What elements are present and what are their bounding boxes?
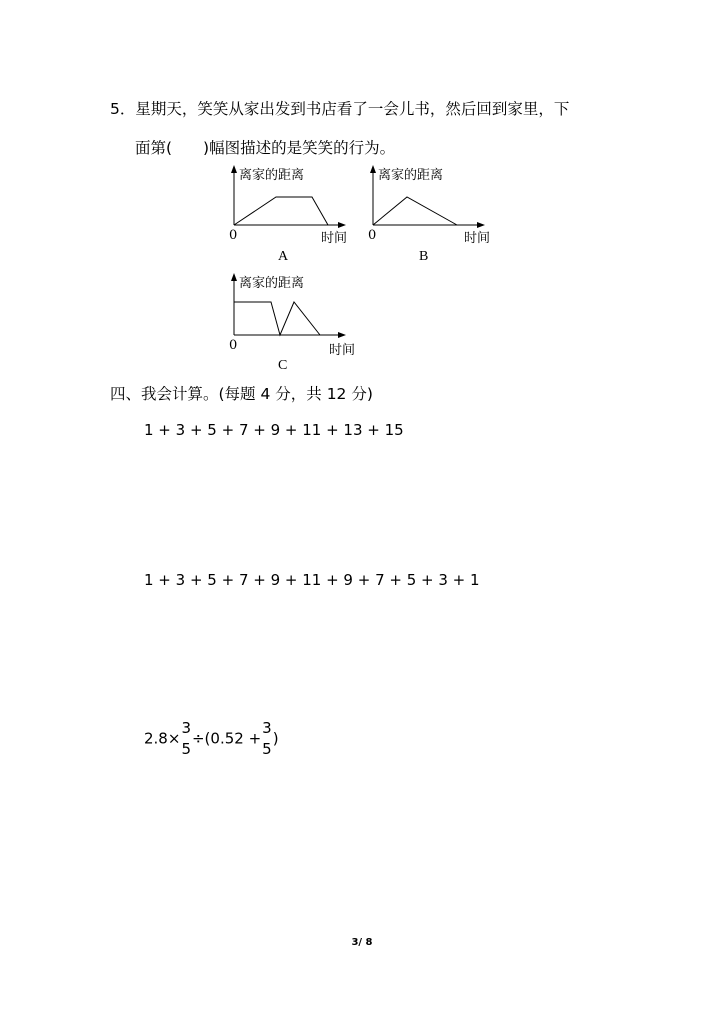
graph-c-origin: 0 <box>229 338 238 353</box>
graph-a-origin: 0 <box>229 228 238 243</box>
expr3-middle: ÷(0.52 + <box>191 729 262 748</box>
section-4-title: 四、我会计算。(每题 4 分，共 12 分) <box>110 385 373 403</box>
frac1-numerator: 3 <box>181 719 191 737</box>
fraction-three-fifths-1 <box>181 721 191 757</box>
frac2-numerator: 3 <box>262 719 272 737</box>
graph-c-caption: C <box>278 358 288 373</box>
graph-c-x-label: 时间 <box>329 343 356 358</box>
frac1-denominator: 5 <box>181 740 191 758</box>
expression-1: 1 + 3 + 5 + 7 + 9 + 11 + 13 + 15 <box>144 421 404 439</box>
page-number: 3/ 8 <box>351 937 373 948</box>
frac2-denominator: 5 <box>262 740 272 758</box>
graph-c <box>224 271 364 371</box>
graph-b-caption: B <box>419 249 429 264</box>
graph-a-y-label: 离家的距离 <box>239 168 305 183</box>
expression-2: 1 + 3 + 5 + 7 + 9 + 11 + 9 + 7 + 5 + 3 + 1 <box>144 571 480 589</box>
graph-a-x-label: 时间 <box>321 231 348 246</box>
graph-b-x-label: 时间 <box>464 231 491 246</box>
graph-b-y-label: 离家的距离 <box>378 168 444 183</box>
expr3-whole: 2.8× <box>144 729 181 748</box>
graph-a-caption: A <box>278 249 289 264</box>
expr3-end: ) <box>272 729 279 748</box>
graph-b <box>363 163 503 263</box>
graph-a <box>224 163 364 263</box>
question-5-line-1 <box>110 97 569 119</box>
graph-c-y-label: 离家的距离 <box>239 276 305 291</box>
question-number: 5 <box>110 100 120 118</box>
question-5-line-2 <box>135 136 395 158</box>
fraction-three-fifths-2 <box>262 721 272 757</box>
graph-b-origin: 0 <box>368 228 377 243</box>
expression-3 <box>144 721 279 757</box>
question-text-2: 面第( )幅图描述的是笑笑的行为。 <box>135 139 396 157</box>
question-text-1: ．星期天，笑笑从家出发到书店看了一会儿书，然后回到家里，下 <box>119 100 570 118</box>
